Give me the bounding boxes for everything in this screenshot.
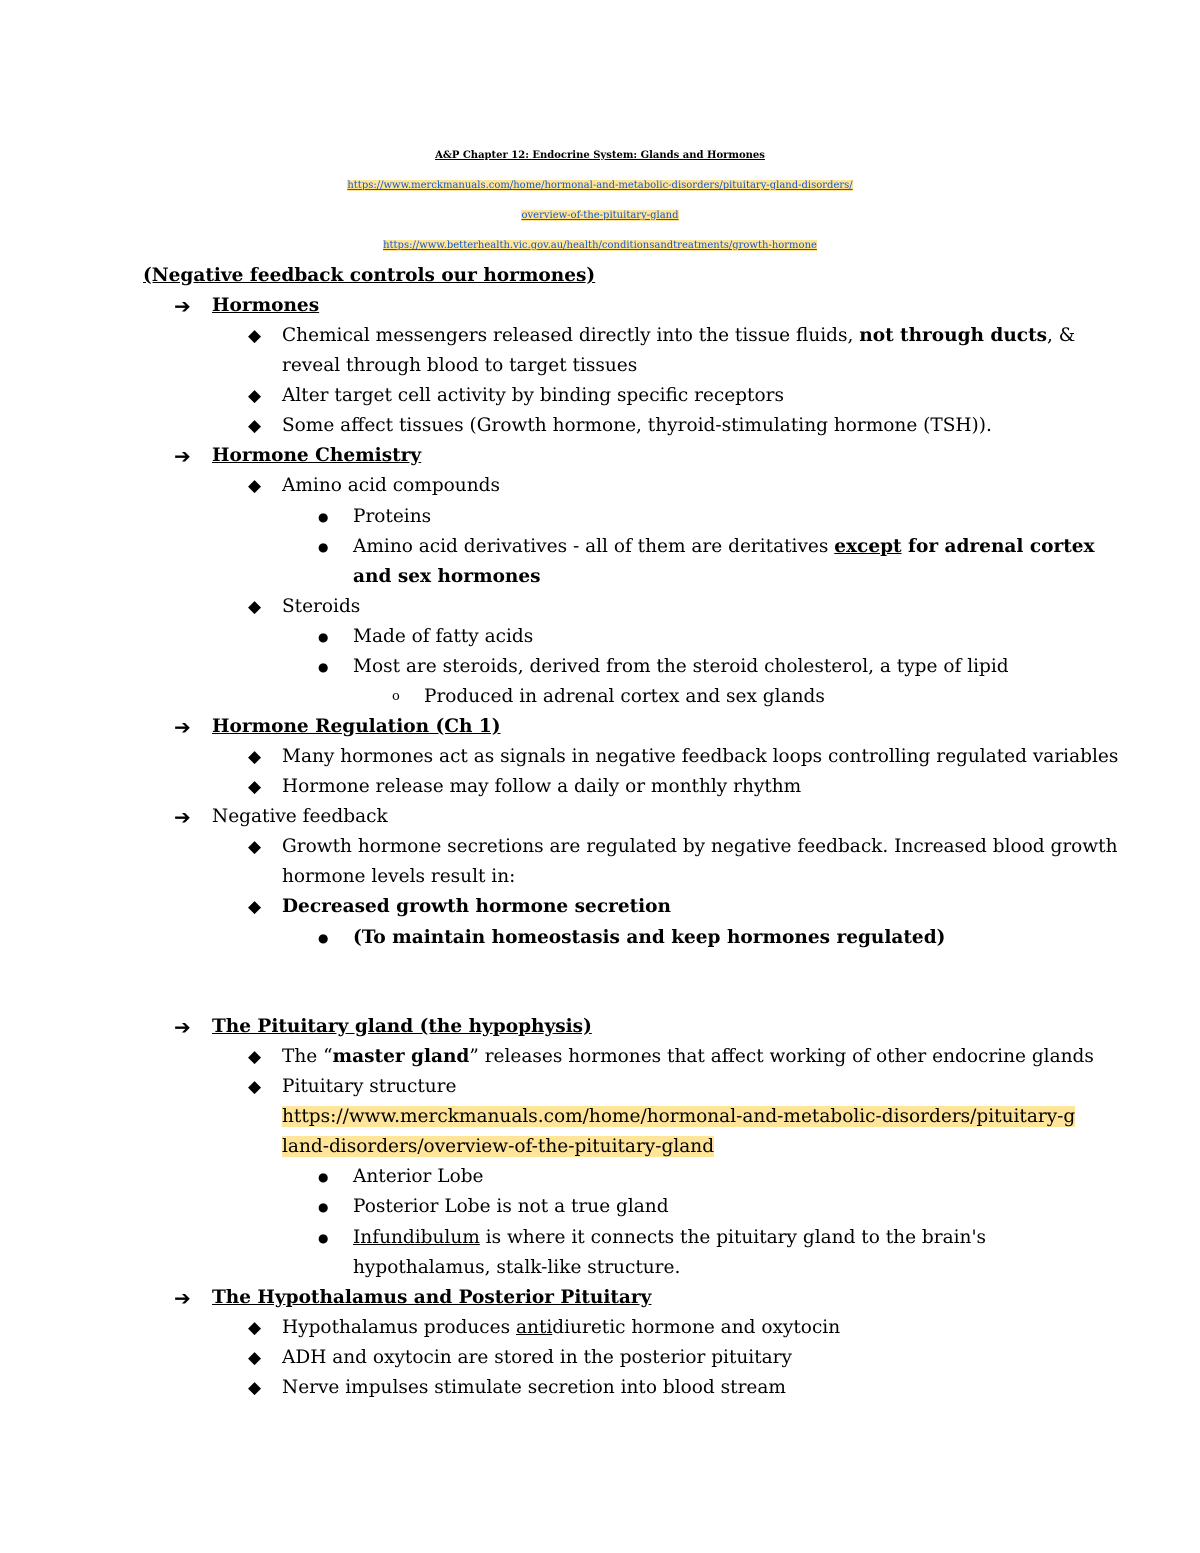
dot-bullet-icon: ● bbox=[318, 540, 329, 554]
pituitary-link-line2[interactable] bbox=[282, 1132, 714, 1162]
diamond-bullet-icon: ◆ bbox=[248, 1047, 262, 1067]
list-item: ADH and oxytocin are stored in the posterior pituitary bbox=[282, 1347, 792, 1368]
list-item: Many hormones act as signals in negative feedback loops controlling regulated variables bbox=[282, 746, 1119, 767]
betterhealth-link-line[interactable] bbox=[0, 231, 1200, 261]
section-heading-regulation: Hormone Regulation (Ch 1) bbox=[212, 716, 501, 737]
list-item: Most are steroids, derived from the steroid cholesterol, a type of lipid bbox=[353, 656, 1009, 677]
list-item-continued: hypothalamus, stalk-like structure. bbox=[353, 1257, 681, 1278]
section-heading-pituitary: The Pituitary gland (the hypophysis) bbox=[212, 1016, 592, 1037]
list-item: Proteins bbox=[353, 506, 432, 527]
diamond-bullet-icon: ◆ bbox=[248, 1378, 262, 1398]
list-item: Anterior Lobe bbox=[353, 1166, 484, 1187]
list-item: (To maintain homeostasis and keep hormones regulated) bbox=[353, 927, 946, 948]
pituitary-link-line1[interactable] bbox=[282, 1102, 1075, 1132]
diamond-bullet-icon: ◆ bbox=[248, 416, 262, 436]
list-item: Growth hormone secretions are regulated by negative feedback. Increased blood growth bbox=[282, 836, 1118, 857]
diamond-bullet-icon: ◆ bbox=[248, 1077, 262, 1097]
dot-bullet-icon: ● bbox=[318, 1170, 329, 1184]
list-item: Alter target cell activity by binding specific receptors bbox=[282, 385, 784, 406]
diamond-bullet-icon: ◆ bbox=[248, 597, 262, 617]
list-item: Hormone release may follow a daily or monthly rhythm bbox=[282, 776, 802, 797]
arrow-bullet-icon: ➔ bbox=[174, 1015, 191, 1039]
diamond-bullet-icon: ◆ bbox=[248, 386, 262, 406]
list-item: Pituitary structure bbox=[282, 1076, 457, 1097]
dot-bullet-icon: ● bbox=[318, 1200, 329, 1214]
list-item: Nerve impulses stimulate secretion into blood stream bbox=[282, 1377, 786, 1398]
list-item: Hypothalamus produces antidiuretic hormone and oxytocin bbox=[282, 1317, 841, 1338]
list-item: Made of fatty acids bbox=[353, 626, 534, 647]
dot-bullet-icon: ● bbox=[318, 1231, 329, 1245]
pituitary-link-text-1[interactable]: https://www.merckmanuals.com/home/hormonal-and-metabolic-disorders/pituitary-g bbox=[282, 1106, 1076, 1127]
list-item: Decreased growth hormone secretion bbox=[282, 896, 671, 917]
dot-bullet-icon: ● bbox=[318, 510, 329, 524]
dot-bullet-icon: ● bbox=[318, 660, 329, 674]
dot-bullet-icon: ● bbox=[318, 931, 329, 945]
circle-bullet-icon: o bbox=[392, 689, 400, 704]
section-heading-negative-feedback: Negative feedback bbox=[212, 806, 388, 827]
list-item: Infundibulum is where it connects the pituitary gland to the brain's bbox=[353, 1227, 987, 1248]
list-item: The “master gland” releases hormones that affect working of other endocrine glands bbox=[282, 1046, 1094, 1067]
list-item: Posterior Lobe is not a true gland bbox=[353, 1196, 669, 1217]
arrow-bullet-icon: ➔ bbox=[174, 805, 191, 829]
section-heading-chemistry: Hormone Chemistry bbox=[212, 445, 422, 466]
merck-link-text-1[interactable]: https://www.merckmanuals.com/home/hormonal-and-metabolic-disorders/pituitary-gland-disorders/ bbox=[347, 180, 853, 191]
list-item: Produced in adrenal cortex and sex glands bbox=[424, 686, 825, 707]
diamond-bullet-icon: ◆ bbox=[248, 747, 262, 767]
page-title: A&P Chapter 12: Endocrine System: Glands and Hormones bbox=[435, 150, 765, 161]
diamond-bullet-icon: ◆ bbox=[248, 476, 262, 496]
merck-link-line2[interactable] bbox=[0, 201, 1200, 231]
list-item-continued: reveal through blood to target tissues bbox=[282, 355, 638, 376]
section-heading-hypothalamus: The Hypothalamus and Posterior Pituitary bbox=[212, 1287, 652, 1308]
betterhealth-link-text[interactable]: https://www.betterhealth.vic.gov.au/health/conditionsandtreatments/growth-hormone bbox=[383, 240, 817, 251]
merck-link-text-2[interactable]: overview-of-the-pituitary-gland bbox=[521, 210, 679, 221]
merck-link-line1[interactable] bbox=[0, 171, 1200, 201]
dot-bullet-icon: ● bbox=[318, 630, 329, 644]
section-heading-hormones: Hormones bbox=[212, 295, 320, 316]
arrow-bullet-icon: ➔ bbox=[174, 1286, 191, 1310]
list-item: Amino acid derivatives - all of them are deritatives except for adrenal cortex bbox=[353, 536, 1095, 557]
diamond-bullet-icon: ◆ bbox=[248, 897, 262, 917]
list-item-continued: and sex hormones bbox=[353, 566, 541, 587]
diamond-bullet-icon: ◆ bbox=[248, 1348, 262, 1368]
diamond-bullet-icon: ◆ bbox=[248, 326, 262, 346]
intro-note: (Negative feedback controls our hormones) bbox=[143, 265, 596, 286]
arrow-bullet-icon: ➔ bbox=[174, 444, 191, 468]
list-item-continued: hormone levels result in: bbox=[282, 866, 516, 887]
diamond-bullet-icon: ◆ bbox=[248, 1318, 262, 1338]
pituitary-link-text-2[interactable]: land-disorders/overview-of-the-pituitary-gland bbox=[282, 1136, 715, 1157]
arrow-bullet-icon: ➔ bbox=[174, 715, 191, 739]
arrow-bullet-icon: ➔ bbox=[174, 294, 191, 318]
diamond-bullet-icon: ◆ bbox=[248, 837, 262, 857]
list-item: Steroids bbox=[282, 596, 361, 617]
diamond-bullet-icon: ◆ bbox=[248, 777, 262, 797]
list-item: Chemical messengers released directly into the tissue fluids, not through ducts, & bbox=[282, 325, 1076, 346]
list-item: Amino acid compounds bbox=[282, 475, 500, 496]
list-item: Some affect tissues (Growth hormone, thyroid-stimulating hormone (TSH)). bbox=[282, 415, 992, 436]
